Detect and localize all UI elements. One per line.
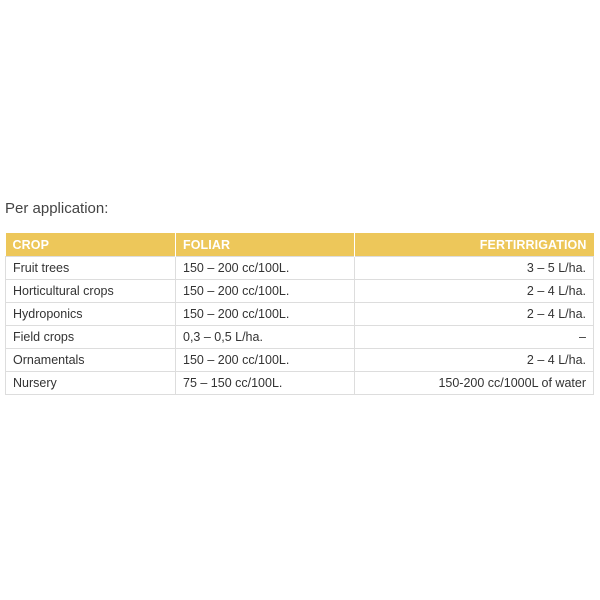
cell-foliar: 150 – 200 cc/100L. [176, 280, 355, 303]
cell-crop: Fruit trees [6, 257, 176, 280]
cell-foliar: 0,3 – 0,5 L/ha. [176, 326, 355, 349]
dosage-table [5, 233, 594, 395]
header-fertirrigation: FERTIRRIGATION [355, 233, 594, 257]
cell-crop: Nursery [6, 372, 176, 395]
cell-crop: Field crops [6, 326, 176, 349]
table-row [6, 372, 594, 395]
table-row [6, 349, 594, 372]
cell-crop: Ornamentals [6, 349, 176, 372]
table-row [6, 303, 594, 326]
header-crop: CROP [6, 233, 176, 257]
cell-fertirrigation: 3 – 5 L/ha. [355, 257, 594, 280]
cell-fertirrigation: 2 – 4 L/ha. [355, 303, 594, 326]
table-header-row [6, 233, 594, 257]
cell-fertirrigation: – [355, 326, 594, 349]
table-row [6, 257, 594, 280]
cell-foliar: 75 – 150 cc/100L. [176, 372, 355, 395]
cell-foliar: 150 – 200 cc/100L. [176, 349, 355, 372]
table-row [6, 326, 594, 349]
cell-crop: Hydroponics [6, 303, 176, 326]
intro-text: Per application: [5, 200, 109, 217]
cell-fertirrigation: 2 – 4 L/ha. [355, 349, 594, 372]
header-foliar: FOLIAR [176, 233, 355, 257]
cell-foliar: 150 – 200 cc/100L. [176, 303, 355, 326]
cell-fertirrigation: 2 – 4 L/ha. [355, 280, 594, 303]
cell-foliar: 150 – 200 cc/100L. [176, 257, 355, 280]
cell-crop: Horticultural crops [6, 280, 176, 303]
table-row [6, 280, 594, 303]
cell-fertirrigation: 150-200 cc/1000L of water [355, 372, 594, 395]
